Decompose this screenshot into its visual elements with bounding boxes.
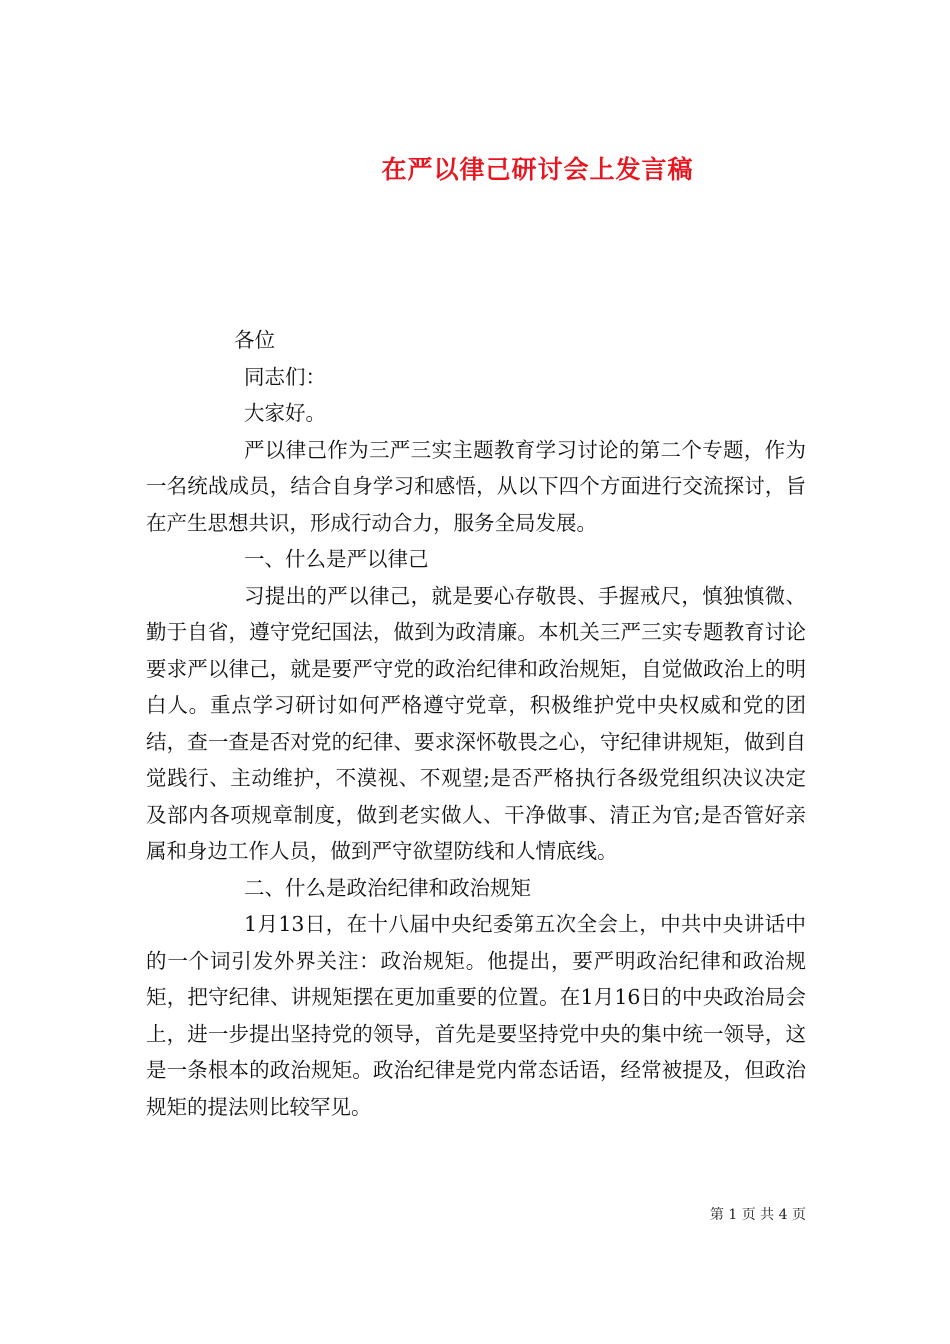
greeting-comrades: 同志们： [244,364,326,389]
document-body [146,322,806,1125]
section-paragraph-2: 1月13日，在十八届中央纪委第五次全会上，中共中央讲话中的一个词引发外界关注：政治规矩。他提出，要严明政治纪律和政治规矩，把守纪律、讲规矩摆在更加重要的位置。在1月16日的中央政治局会上，进一步提出坚持党的领导，首先是要坚持党中央的集中统一领导，这是一条根本的政治规矩。政治纪律是党内常态话语，经常被提及，但政治规矩的提法则比较罕见。 [146,912,806,1119]
greeting-hello: 大家好。 [244,401,326,425]
intro-paragraph: 严以律己作为三严三实主题教育学习讨论的第二个专题，作为一名统战成员，结合自身学习和感悟，从以下四个方面进行交流探讨，旨在产生思想共识，形成行动合力，服务全局发展。 [146,437,806,535]
section-heading-2: 二、什么是政治纪律和政治规矩 [244,875,531,900]
salutation: 各位 [234,328,275,352]
section-heading-1: 一、什么是严以律己 [244,547,429,571]
document-title: 在严以律己研讨会上发言稿 [381,154,694,184]
section-paragraph-1: 习提出的严以律己，就是要心存敬畏、手握戒尺，慎独慎微、勤于自省，遵守党纪国法，做到为政清廉。本机关三严三实专题教育讨论要求严以律己，就是要严守党的政治纪律和政治规矩，自觉做政治上的明白人。重点学习研讨如何严格遵守党章，积极维护党中央权威和党的团结，查一查是否对党的纪律、要求深怀敬畏之心，守纪律讲规矩，做到自觉践行、主动维护，不漠视、不观望;是否严格执行各级党组织决议决定及部内各项规章制度，做到老实做人、干净做事、清正为官;是否管好亲属和身边工作人员，做到严守欲望防线和人情底线。 [146,583,806,863]
page-number: 第 1 页 共 4 页 [709,1207,806,1223]
